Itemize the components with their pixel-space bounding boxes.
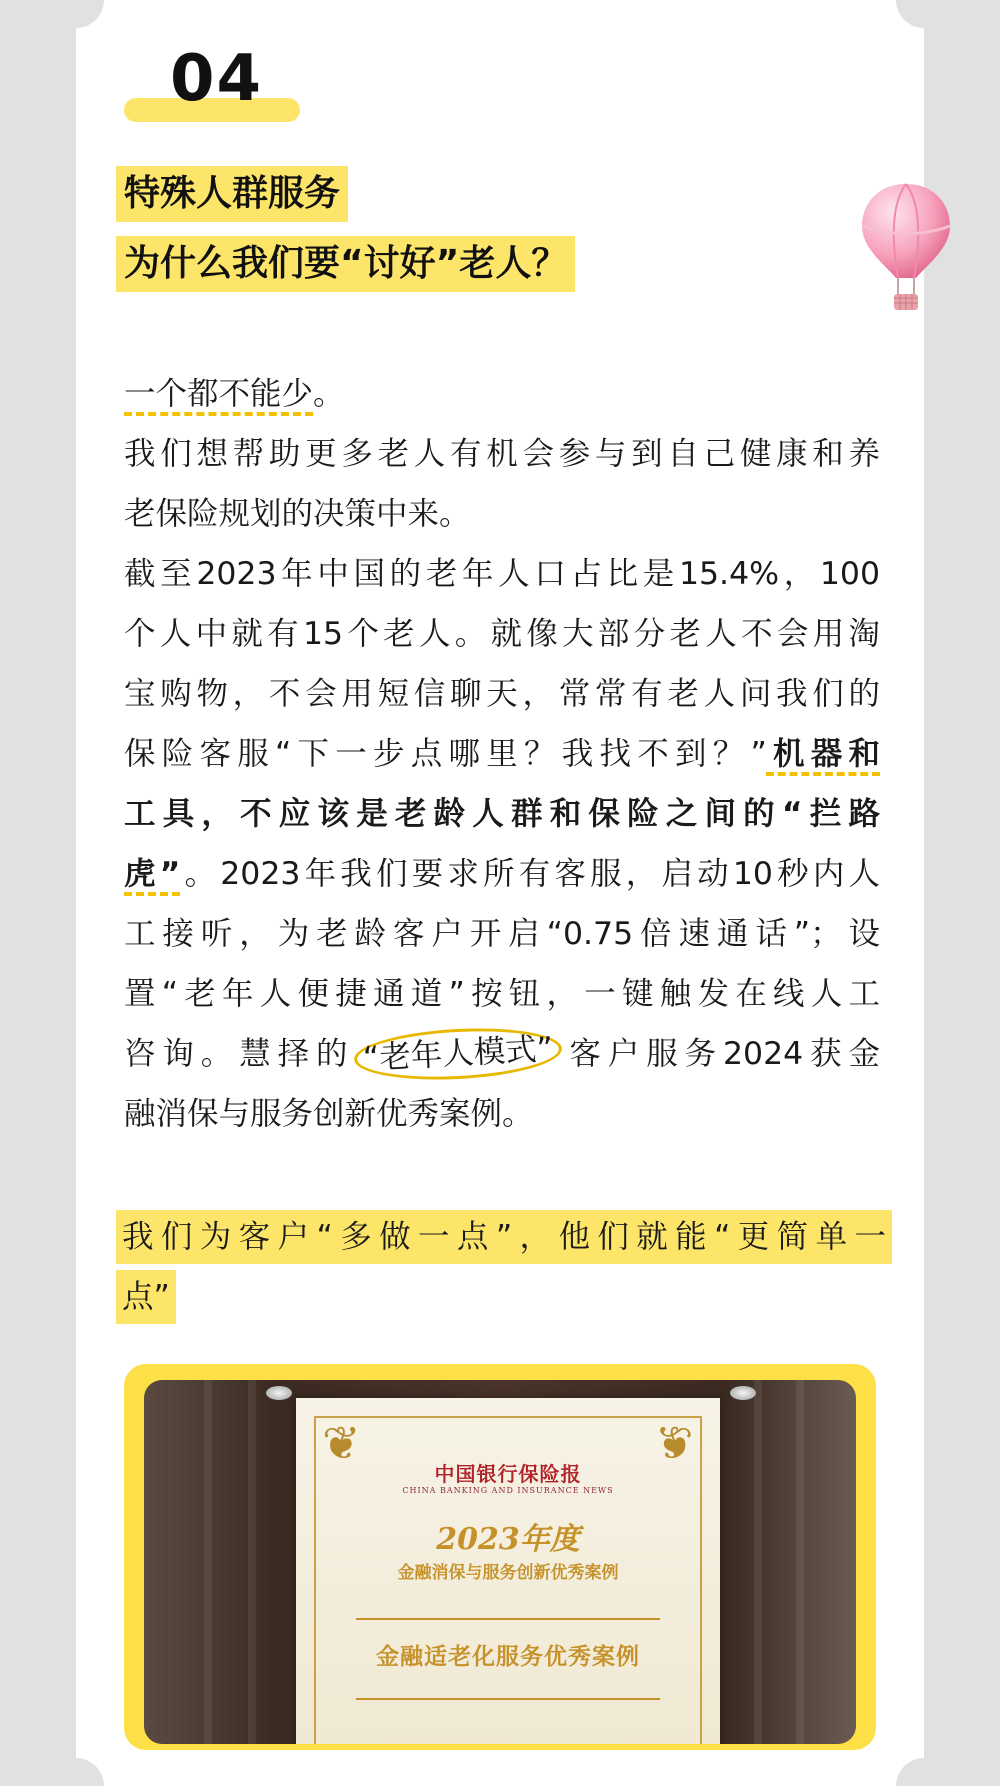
circled-phrase: “老年人模式” (353, 1024, 563, 1085)
section-number-badge (124, 42, 304, 126)
callout-line-1: 我们为客户“多做一点”，他们就能“更简单一 (116, 1210, 892, 1264)
body-line: 融消保与服务创新优秀案例。 (124, 1096, 534, 1132)
flourish-ornament: ❦ (322, 1416, 361, 1470)
headline-line-2: 为什么我们要“讨好”老人？ (116, 236, 575, 292)
punctuation: 。 (313, 376, 345, 412)
body-line: 截至2023年中国的老年人口占比是15.4%，100 (124, 556, 880, 592)
mounting-pin (266, 1386, 292, 1400)
headline-line-1: 特殊人群服务 (116, 166, 348, 222)
hot-air-balloon-icon (858, 180, 954, 320)
plaque-rule (356, 1618, 660, 1620)
flourish-ornament: ❦ (655, 1416, 694, 1470)
plaque-year: 2023年度 (436, 1522, 580, 1557)
body-text-segment: 咨询。慧择的 (124, 1036, 355, 1072)
body-line: 老保险规划的决策中来。 (124, 496, 471, 532)
body-line (124, 844, 880, 904)
body-line (124, 364, 880, 424)
body-line (124, 1024, 880, 1084)
callout-line-2: 点” (116, 1270, 176, 1324)
body-line: 置“老年人便捷通道”按钮，一键触发在线人工 (124, 976, 880, 1012)
bold-phrase: 虎” (124, 856, 181, 892)
body-line: 工接听，为老龄客户开启“0.75倍速通话”；设 (124, 916, 880, 952)
plaque-organization-en: CHINA BANKING AND INSURANCE NEWS (402, 1486, 614, 1495)
body-text (124, 364, 880, 1144)
wood-grain (796, 1380, 804, 1744)
section-number: 04 (170, 42, 264, 116)
body-text-segment: 保险客服“下一步点哪里？我找不到？” (124, 736, 767, 772)
mounting-pin (730, 1386, 756, 1400)
award-photo (144, 1380, 856, 1744)
plaque-rule (356, 1698, 660, 1700)
award-plaque (296, 1398, 720, 1744)
body-line: 个人中就有15个老人。就像大部分老人不会用淘 (124, 616, 880, 652)
body-line: 我们想帮助更多老人有机会参与到自己健康和养 (124, 436, 880, 472)
wood-grain (754, 1380, 762, 1744)
plaque-subtitle: 金融消保与服务创新优秀案例 (397, 1563, 619, 1583)
body-line: 宝购物，不会用短信聊天，常常有老人问我们的 (124, 676, 880, 712)
wood-grain (248, 1380, 256, 1744)
body-text-segment: 。2023年我们要求所有客服，启动10秒内人 (180, 856, 881, 892)
plaque-organization: 中国银行保险报 (434, 1462, 582, 1486)
wood-grain (204, 1380, 212, 1744)
body-line (124, 724, 880, 784)
bold-phrase: 机器和 (766, 736, 880, 772)
bold-phrase: 工具，不应该是老龄人群和保险之间的“拦路 (124, 796, 880, 832)
underlined-phrase: 一个都不能少 (124, 376, 314, 412)
body-text-segment: 客户服务2024获金 (562, 1036, 880, 1072)
plaque-award: 金融适老化服务优秀案例 (376, 1644, 640, 1670)
